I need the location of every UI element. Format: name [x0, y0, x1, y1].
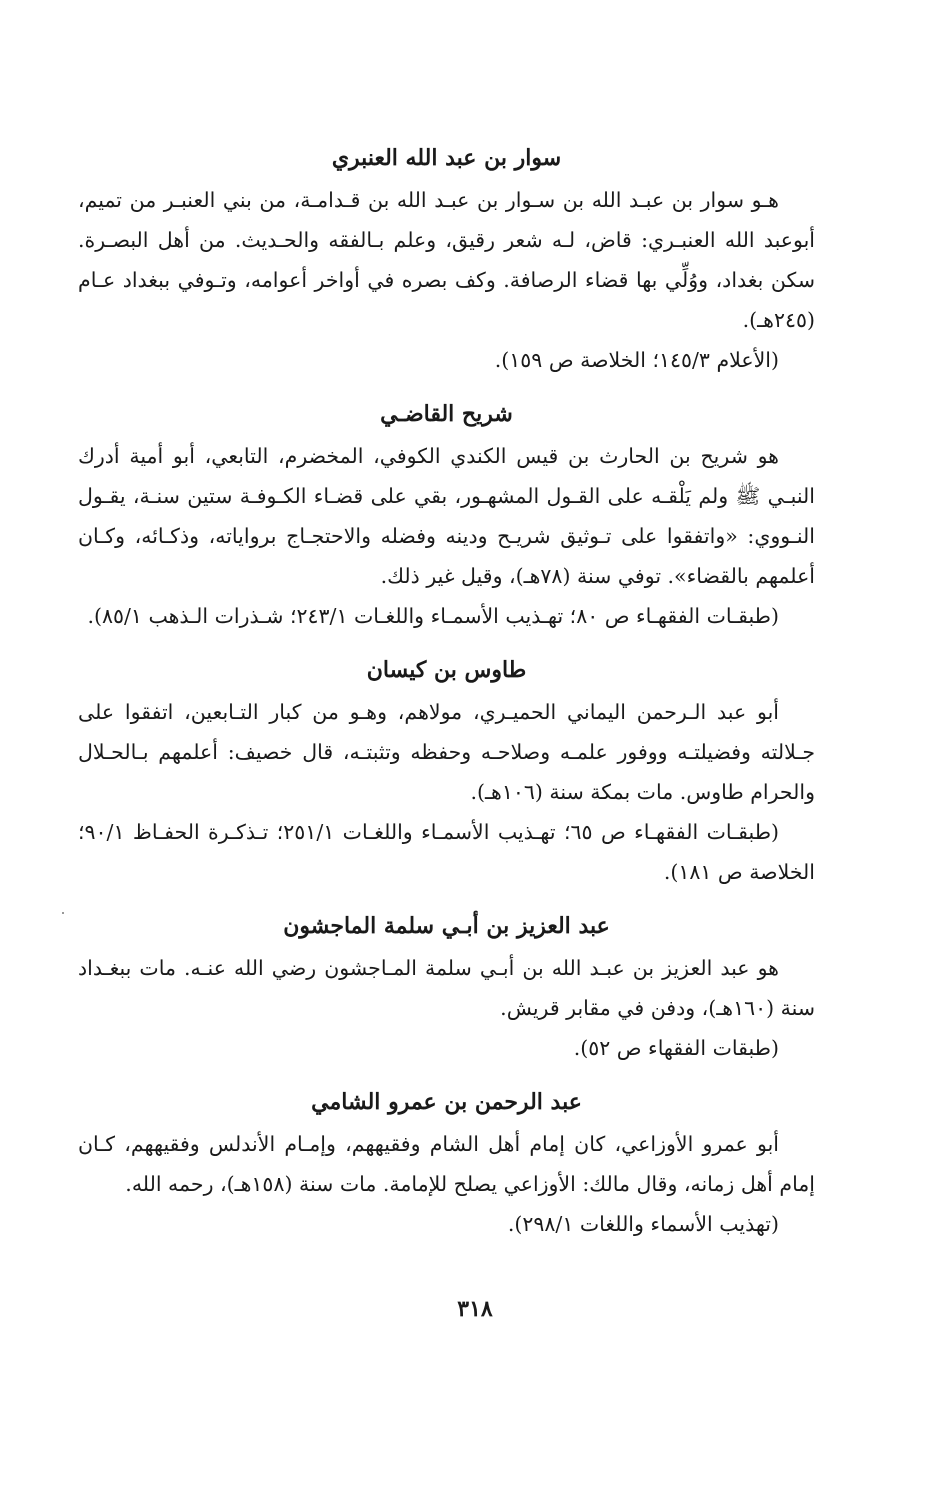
entry-title: شريح القاضـي — [380, 401, 513, 427]
entry-title: عبد العزيز بن أبـي سلمة الماجشون — [283, 913, 610, 939]
entry-source: (طبقات الفقهاء ص ٥٢). — [573, 1036, 779, 1060]
biography-entry-abd-al-aziz — [78, 906, 815, 1068]
entry-body: هـو سوار بن عبـد الله بن سـوار بن عبـد الله بن قـدامـة، من بني العنبـر من تميم، أبوعبد الله العنبـري: قاض، لـه شعر رقيق، وعلم بـالفقه والحـديث. من أهل البصـرة. سكن بغداد، ووُلِّي بها قضاء الرصافة. وكف بصره في أواخر أعوامه، وتـوفي ببغداد عـام (٢٤٥هـ). — [78, 188, 815, 332]
entry-body: هو شريح بن الحارث بن قيس الكندي الكوفي، المخضرم، التابعي، أبو أمية أدرك النبـي ﷺ ولم يَلْقـه على القـول المشهـور، بقي على قضـاء الكـوفـة ستين سنـة، يقـول النـووي: «واتفقوا على تـوثيق شريـح ودينه وفضله والاحتجـاج برواياته، وذكـائه، وكـان أعلمهم بالقضاء». توفي سنة (٧٨هـ)، وقيل غير ذلك. — [78, 444, 815, 588]
entry-body: هو عبد العزيز بن عبـد الله بن أبـي سلمة المـاجشون رضي الله عنـه. مات ببغـداد سنة (١٦٠هـ)، ودفن في مقابر قريش. — [78, 956, 815, 1020]
entry-title: عبد الرحمن بن عمرو الشامي — [311, 1089, 582, 1115]
page-number: ٣١٨ — [457, 1296, 493, 1322]
biography-entry-tawus — [78, 650, 815, 892]
entry-body: أبو عمرو الأوزاعي، كان إمام أهل الشام وفقيههم، وإمـام الأندلس وفقيههم، كـان إمام أهل زمانه، وقال مالك: الأوزاعي يصلح للإمامة. مات سنة (١٥٨هـ)، رحمه الله. — [78, 1132, 815, 1196]
entry-title: طاوس بن كيسان — [366, 657, 527, 683]
entry-source: (طبقـات الفقهـاء ص ٦٥؛ تهـذيب الأسمـاء واللغـات ٢٥١/١؛ تـذكـرة الحفـاظ ٩٠/١؛ الخلاصة ص ١٨١). — [78, 820, 815, 884]
entry-body: أبو عبد الـرحمن اليماني الحميـري، مولاهم، وهـو من كبار التـابعين، اتفقوا على جـلالته وفضيلتـه ووفور علمـه وصلاحـه وحفظه وتثبتـه، قال خصيف: أعلمهم بـالحـلال والحرام طاوس. مات بمكة سنة (١٠٦هـ). — [78, 700, 815, 804]
page-text-block — [78, 138, 815, 1258]
biography-entry-shurayh — [78, 394, 815, 636]
entry-source: (الأعلام ١٤٥/٣؛ الخلاصة ص ١٥٩). — [494, 348, 779, 372]
margin-speck — [62, 912, 64, 914]
entry-source: (تهذيب الأسماء واللغات ٢٩٨/١). — [507, 1212, 779, 1236]
entry-source: (طبقـات الفقهـاء ص ٨٠؛ تهـذيب الأسمـاء واللغـات ٢٤٣/١؛ شـذرات الـذهب ٨٥/١). — [87, 604, 779, 628]
entry-title: سوار بن عبد الله العنبري — [331, 145, 562, 171]
biography-entry-awzai — [78, 1082, 815, 1244]
biography-entry-sawwar — [78, 138, 815, 380]
